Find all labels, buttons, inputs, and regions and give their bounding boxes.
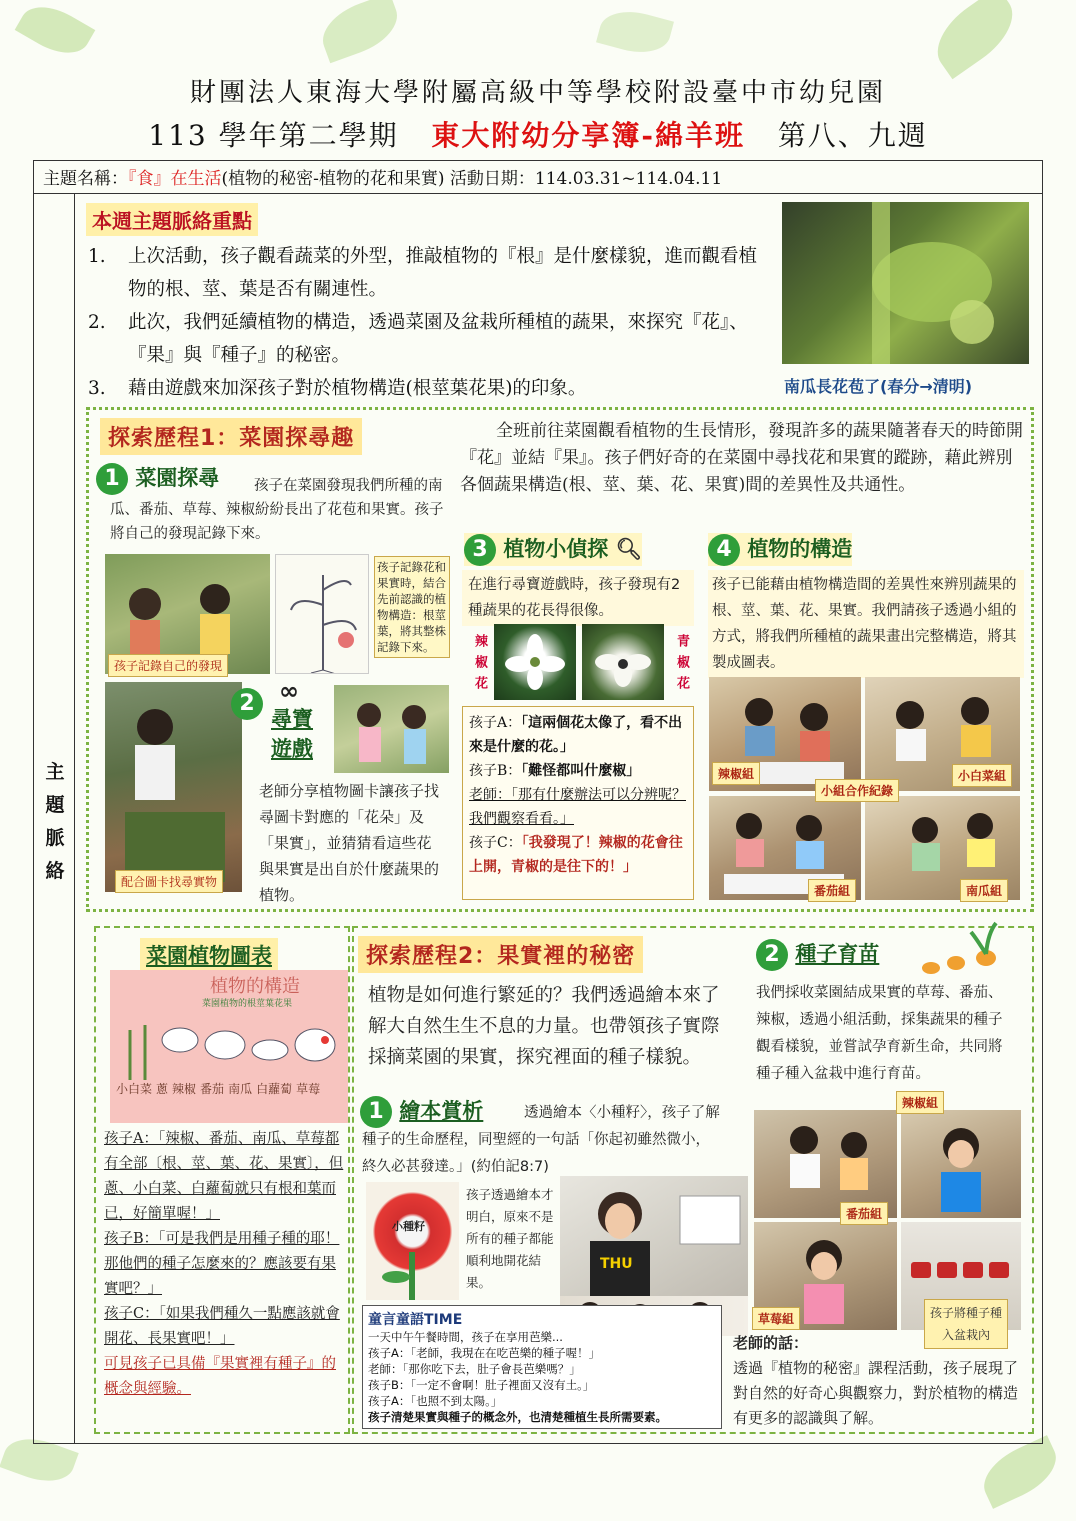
explore1-heading: 探索歷程1：菜園探尋趣 [100, 418, 362, 455]
magnifier-icon: 🔍︎ [615, 537, 643, 561]
flower-stem-image [366, 1182, 459, 1300]
pepper-flower-photo [582, 624, 664, 700]
side-label: 主題脈絡 [45, 761, 65, 882]
e2-tag-planting: 孩子將種子種入盆栽內 [924, 1299, 1008, 1349]
s2-photo-tag: 配合圖卡找尋實物 [115, 870, 223, 893]
explore2-intro: 植物是如何進行繁延的？我們透過繪本來了解大自然生生不息的力量。也帶領孩子實際採摘菜園的果實，探究裡面的種子樣貌。 [368, 985, 720, 1068]
topic-name: 『食』在生活 [128, 169, 222, 189]
e2-tag-tomato: 番茄組 [840, 1202, 888, 1225]
s2-text: 老師分享植物圖卡讓孩子找尋圖卡對應的「花朵」及「果實」，並猜猜看這些花與果實是出自於什麼蔬果的植物。 [259, 782, 440, 904]
teacher-words-text: 透過『植物的秘密』課程活動，孩子展現了對自然的好奇心與觀察力，對於植物的構造有更多的認識與了解。 [733, 1359, 1019, 1427]
s4-tag-tomato: 番茄組 [808, 879, 856, 902]
s1-heading: 1 菜園探尋 [96, 462, 219, 495]
leaf-decoration [924, 0, 1026, 79]
talk-line: 一天中午午餐時間，孩子在享用芭樂... [368, 1330, 563, 1344]
leaf-decoration [15, 0, 96, 65]
teacher-reading-image [560, 1176, 748, 1296]
weekly-point: 1. 上次活動，孩子觀看蔬菜的外型，推敲植物的『根』是什麼樣貌，進而觀看植物的根、莖、葉是否有關連性。 [88, 246, 758, 300]
s3-heading: 3 植物小偵探 🔍︎ [464, 533, 642, 566]
leaf-decoration [315, 0, 406, 63]
leaf-decoration [596, 4, 674, 61]
topic-label: 主題名稱： [43, 169, 128, 189]
poster-drawings [110, 970, 348, 1123]
weekly-point: 3. 藉由遊戲來加深孩子對於植物構造(根莖葉花果)的印象。 [88, 378, 587, 399]
school-title: 財團法人東海大學附屬高級中等學校附設臺中市幼兒園 [189, 78, 886, 108]
s3-text: 在進行尋寶遊戲時，孩子發現有2種蔬果的花長得很像。 [462, 570, 694, 626]
boy-seed-image [901, 1110, 1021, 1218]
semester-label: 113 學年第二學期 [148, 119, 399, 152]
chart-dialog [104, 1127, 348, 1402]
talk-line: 孩子B：「一定不會啊！肚子裡面又沒有土。」 [368, 1378, 595, 1392]
poster-subtitle: 菜園植物的根莖葉花果 [202, 999, 293, 1009]
talk-summary: 孩子清楚果實與種子的概念外，也清楚種植生長所需要素。 [368, 1410, 667, 1424]
s3-dialog [462, 706, 694, 900]
dialog-line: 老師：「那有什麼辦法可以分辨呢？我們觀察看看。」 [469, 787, 686, 827]
e2-s2-heading: 2 種子育苗 [756, 938, 879, 971]
s3-left-label: 辣椒花 [472, 634, 487, 697]
book-title: 小種籽 [392, 1220, 425, 1233]
book-note: 孩子透過繪本才明白，原來不是所有的種子都能順利地開花結果。 [466, 1187, 554, 1290]
talk-title: 童言童語TIME [368, 1312, 463, 1328]
child-garden-image [105, 682, 242, 892]
dialog-line: 孩子B：「難怪都叫什麼椒」 [469, 763, 641, 779]
s4-text: 孩子已能藉由植物構造間的差異性來辨別蔬果的根、莖、葉、花、果實。我們請孩子透過小組的方式，將我們所種植的蔬果畫出完整構造，將其製成圖表。 [708, 570, 1024, 678]
chart-dialog-a: 孩子A：「辣椒、番茄、南瓜、草莓都有全部〔根、莖、葉、花、果實〕，但蔥、小白菜、白蘿蔔就只有根和葉而已，好簡單喔！」 [104, 1131, 344, 1222]
s3-right-label: 青椒花 [674, 634, 689, 697]
pepper-flower-image [582, 624, 664, 700]
seed-photo-b [901, 1110, 1021, 1218]
chart-dialog-c: 孩子C：「如果我們種久一點應該就會開花、長果實吧！」 [104, 1306, 340, 1347]
sprouting-seed-icon [916, 918, 1006, 978]
talk-line: 孩子A：「也照不到太陽。」 [368, 1394, 503, 1408]
s2-title: 尋寶 遊戲 [271, 707, 313, 761]
e2-s1-heading: 1 繪本賞析 [360, 1095, 483, 1128]
picture-book-cover [366, 1182, 459, 1300]
s2-photo-right [334, 685, 449, 773]
s4-tag-cabbage: 小白菜組 [952, 764, 1012, 787]
s4-tag-pumpkin: 南瓜組 [960, 879, 1008, 902]
talk-box [362, 1305, 722, 1429]
pumpkin-caption: 南瓜長花苞了(春分→清明) [784, 377, 973, 396]
chart-dialog-b: 孩子B：「可是我們是用種子種的耶！那他們的種子怎麼來的？應該要有果實吧？」 [104, 1231, 340, 1297]
shirt-logo: THU [600, 1256, 633, 1272]
teacher-reading-photo [560, 1176, 748, 1296]
children-plants-image [334, 685, 449, 773]
topic-detail: (植物的秘密-植物的花和果實) 活動日期：114.03.31~114.04.11 [221, 169, 723, 189]
e2-tag-chili: 辣椒組 [896, 1091, 944, 1114]
poster-labels: 小白菜 蔥 辣椒 番茄 南瓜 白蘿蔔 草莓 [116, 1082, 321, 1096]
e2-s2-text: 我們採收菜園結成果實的草莓、番茄、辣椒，透過小組活動，採集蔬果的種子觀看樣貌，並嘗試孕育新生命，共同將種子種入盆栽中進行育苗。 [756, 985, 1003, 1082]
s4-tag-group: 小組合作紀錄 [815, 779, 899, 802]
teacher-words-label: 老師的話： [733, 1334, 809, 1352]
binoculars-icon: ∞ [279, 677, 299, 705]
step-number: 1 [96, 463, 128, 495]
explore1-intro: 全班前往菜園觀看植物的生長情形，發現許多的蔬果隨著春天的時節開『花』並結『果』。孩子們好奇的在菜園中尋找花和果實的蹤跡，藉此辨別各個蔬果構造(根、莖、葉、花、果實)間的差異性及共通性。 [460, 421, 1023, 495]
weekly-point: 2. 此次，我們延續植物的構造，透過菜園及盆栽所種植的蔬果，來探究『花』、『果』與『種子』的秘密。 [88, 312, 748, 366]
page-title [0, 114, 1076, 154]
chart-heading: 菜園植物圖表 [140, 938, 278, 972]
plant-chart-poster [110, 970, 348, 1123]
pumpkin-bud-photo [782, 202, 1029, 364]
s1-photo-tag: 孩子記錄自己的發現 [108, 654, 228, 677]
topic-row [33, 160, 1043, 194]
s4-tag-chili: 辣椒組 [712, 762, 760, 785]
chart-conclusion: 可見孩子已具備『果實裡有種子』的概念與經驗。 [104, 1356, 336, 1397]
e2-s1-text: 透過繪本〈小種籽〉，孩子了解種子的生命歷程，同聖經的一句話「你起初雖然微小，終久必甚發達。」(約伯記8:7) [362, 1105, 720, 1175]
pumpkin-bud-image [782, 202, 1029, 364]
dialog-line: 孩子C：「我發現了！辣椒的花會往上開，青椒的是往下的！」 [469, 835, 683, 875]
talk-line: 老師：「那你吃下去，肚子會長芭樂嗎？」 [368, 1362, 581, 1376]
s1-sketch [275, 554, 369, 674]
s2-photo-left [105, 682, 242, 892]
dialog-line: 孩子A：「這兩個花太像了，看不出來是什麼的花。」 [469, 715, 683, 755]
weekly-heading: 本週主題脈絡重點 [86, 203, 258, 236]
weekly-points [88, 240, 773, 405]
e2-tag-strawberry: 草莓組 [752, 1307, 800, 1330]
s2-number: 2 [231, 688, 263, 720]
leaf-decoration [974, 1435, 1065, 1509]
plant-sketch-image [276, 555, 369, 674]
week-label: 第八、九週 [777, 119, 928, 152]
chili-flower-image [494, 624, 576, 700]
class-title: 東大附幼分享簿-綿羊班 [431, 119, 745, 152]
chili-flower-photo [494, 624, 576, 700]
s4-heading: 4 植物的構造 [708, 533, 852, 566]
s1-text: 孩子在菜園發現我們所種的南瓜、番茄、草莓、辣椒紛紛長出了花苞和果實。孩子將自己的發現記錄下來。 [110, 478, 444, 542]
explore2-heading: 探索歷程2：果實裡的秘密 [358, 936, 643, 973]
poster-title: 植物的構造 [210, 976, 300, 997]
s1-note: 孩子記錄花和果實時，結合先前認識的植物構造：根莖葉，將其整株記錄下來。 [374, 556, 450, 658]
talk-line: 孩子A：「老師，我現在在吃芭樂的種子喔！」 [368, 1346, 601, 1360]
